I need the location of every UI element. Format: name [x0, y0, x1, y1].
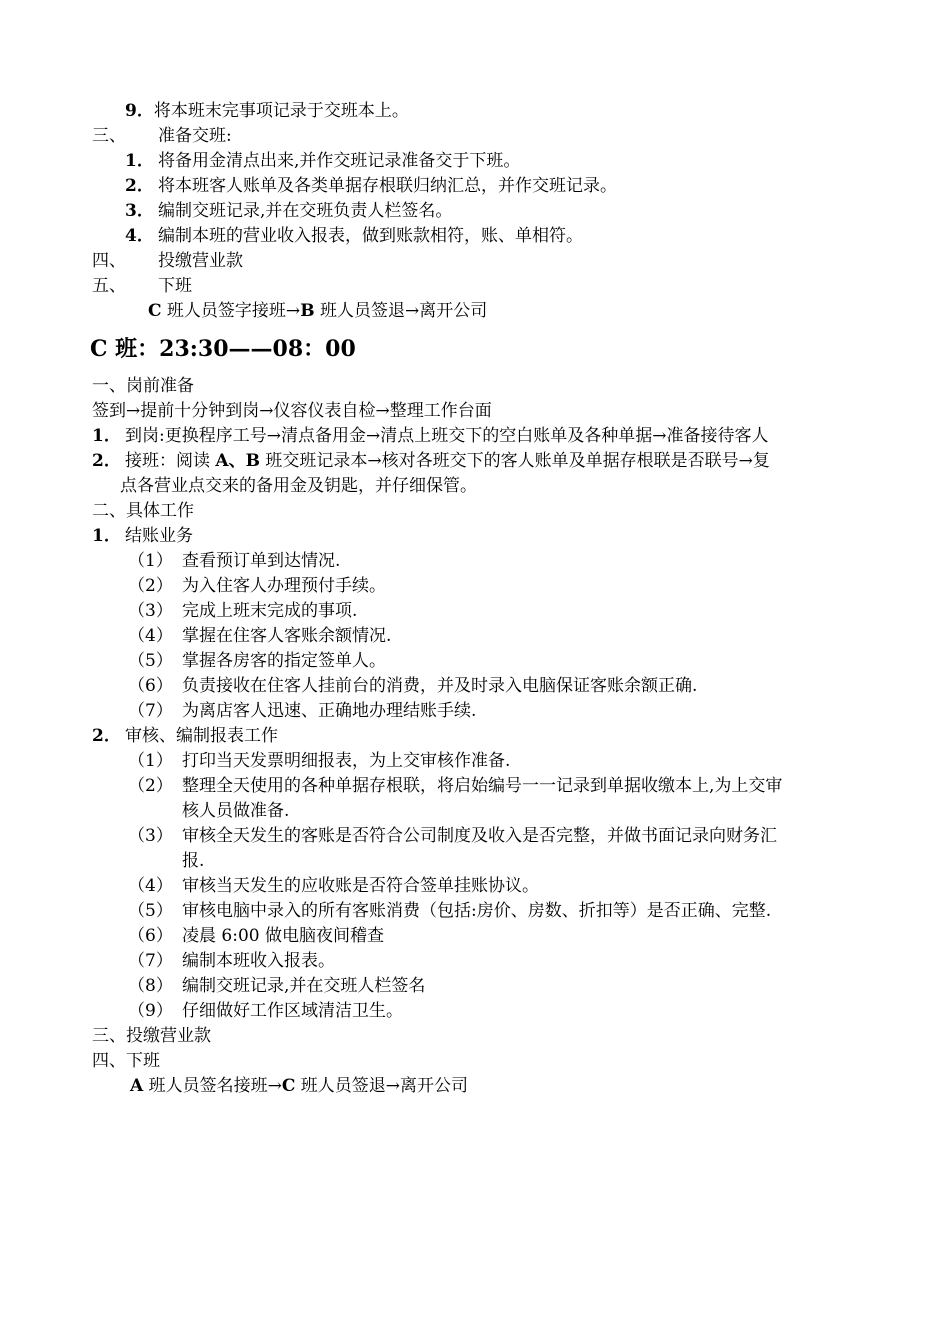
item-text: 审核、编制报表工作	[125, 726, 278, 746]
checkout-item	[128, 674, 697, 699]
item-number: （3）	[128, 601, 173, 621]
item-text: 掌握在住客人客账余额情况.	[182, 626, 392, 646]
prep-item-3	[125, 199, 452, 224]
item-text: 审核电脑中录入的所有客账消费（包括:房价、房数、折扣等）是否正确、完整.	[182, 901, 772, 921]
shift-letter: C	[281, 1076, 296, 1096]
item-text: 编制交班记录,并在交班人栏签名	[182, 976, 426, 996]
item-number: 4．	[125, 226, 154, 246]
item-text: 到岗:更换程序工号→清点备用金→清点上班交下的空白账单及各种单据→准备接待客人	[125, 426, 769, 446]
pre-duty-item-2-cont: 点各营业点交来的备用金及钥匙，并仔细保管。	[120, 476, 477, 496]
item-number: （7）	[128, 951, 173, 971]
handover-flow-b	[148, 299, 487, 324]
item-number: （6）	[128, 926, 173, 946]
shift-letters: A、B	[215, 451, 260, 471]
item-number: 2．	[92, 726, 121, 746]
checkout-item	[128, 574, 386, 599]
shift-letter: B	[300, 301, 315, 321]
checkout-item	[128, 599, 357, 624]
pre-duty-flow: 签到→提前十分钟到岗→仪容仪表自检→整理工作台面	[92, 401, 492, 421]
audit-item	[128, 874, 539, 899]
shift-letter: A	[130, 1076, 144, 1096]
item-text: 编制本班收入报表。	[182, 951, 335, 971]
item-text: 结账业务	[125, 526, 193, 546]
audit-item	[128, 949, 335, 974]
heading-deposit-revenue	[92, 249, 243, 274]
item-number: （5）	[128, 651, 173, 671]
audit-item	[128, 749, 510, 774]
item-text: 为离店客人迅速、正确地办理结账手续.	[182, 701, 477, 721]
item-text: 负责接收在住客人挂前台的消费，并及时录入电脑保证客账余额正确.	[182, 676, 698, 696]
section-specific-work: 二、具体工作	[92, 501, 194, 521]
section-pre-duty: 一、岗前准备	[92, 376, 194, 396]
heading-number: 三、	[92, 126, 126, 146]
heading-text: 投缴营业款	[158, 251, 243, 271]
shift-letter: C	[148, 301, 162, 321]
flow-text: 班人员签名接班→	[143, 1076, 282, 1096]
item-text: 接班：阅读	[125, 451, 216, 471]
item-text: 为入住客人办理预付手续。	[182, 576, 386, 596]
item-number: （1）	[128, 751, 173, 771]
item-text: 整理全天使用的各种单据存根联，将启始编号一一记录到单据收缴本上,为上交审	[182, 776, 783, 796]
heading-text: 下班	[158, 276, 192, 296]
heading-off-duty	[92, 274, 192, 299]
section-deposit-revenue: 三、投缴营业款	[92, 1026, 211, 1046]
item-number: （2）	[128, 776, 173, 796]
item-text: 打印当天发票明细报表，为上交审核作准备.	[182, 751, 511, 771]
item-number: （5）	[128, 901, 173, 921]
audit-item	[128, 924, 384, 949]
item-number: 1．	[125, 151, 154, 171]
shift-c-title: C 班：23:30——08：00	[90, 336, 356, 362]
prep-item-1	[125, 149, 520, 174]
item-number: （6）	[128, 676, 173, 696]
audit-item-cont: 报.	[182, 851, 205, 871]
item-text: 编制交班记录,并在交班负责人栏签名。	[158, 201, 453, 221]
item-number: （4）	[128, 626, 173, 646]
item-number: 1．	[92, 526, 121, 546]
item-text: 查看预订单到达情况.	[182, 551, 341, 571]
item-number: （4）	[128, 876, 173, 896]
item-number: （2）	[128, 576, 173, 596]
item-9	[125, 99, 409, 124]
item-text: 仔细做好工作区域清洁卫生。	[182, 1001, 403, 1021]
item-text: 将备用金清点出来,并作交班记录准备交于下班。	[158, 151, 521, 171]
item-number: 2．	[92, 451, 121, 471]
checkout-item	[128, 549, 340, 574]
flow-text: 班人员签字接班→	[161, 301, 301, 321]
prep-item-4	[125, 224, 583, 249]
section-off-duty: 四、下班	[92, 1051, 160, 1071]
item-text: 审核全天发生的客账是否符合公司制度及收入是否完整，并做书面记录向财务汇	[182, 826, 777, 846]
item-text: 将本班末完事项记录于交班本上。	[153, 101, 409, 121]
item-number: 3．	[125, 201, 154, 221]
audit-item-cont: 核人员做准备.	[182, 801, 290, 821]
checkout-item	[128, 699, 476, 724]
item-text: 完成上班末完成的事项.	[182, 601, 358, 621]
item-text: 编制本班的营业收入报表，做到账款相符，账、单相符。	[158, 226, 583, 246]
item-number: 2．	[125, 176, 154, 196]
audit-item	[128, 824, 777, 849]
audit-item	[128, 999, 403, 1024]
audit-item	[128, 774, 782, 799]
audit-item	[128, 899, 771, 924]
item-number: （8）	[128, 976, 173, 996]
flow-text: 班人员签退→离开公司	[314, 301, 488, 321]
item-number: （7）	[128, 701, 173, 721]
heading-prepare-handover	[92, 124, 232, 149]
checkout-item	[128, 649, 386, 674]
item-text: 将本班客人账单及各类单据存根联归纳汇总，并作交班记录。	[158, 176, 617, 196]
item-text: 审核当天发生的应收账是否符合签单挂账协议。	[182, 876, 539, 896]
prep-item-2	[125, 174, 617, 199]
pre-duty-item-1	[92, 424, 768, 449]
heading-number: 四、	[92, 251, 126, 271]
item-number: （1）	[128, 551, 173, 571]
work-heading-2	[92, 724, 278, 749]
item-text: 掌握各房客的指定签单人。	[182, 651, 386, 671]
pre-duty-item-2	[92, 449, 770, 474]
item-text: 班交班记录本→核对各班交下的客人账单及单据存根联是否联号→复	[259, 451, 770, 471]
handover-flow-c	[130, 1074, 468, 1099]
item-number: （3）	[128, 826, 173, 846]
audit-item	[128, 974, 425, 999]
checkout-item	[128, 624, 391, 649]
work-heading-1	[92, 524, 193, 549]
heading-number: 五、	[92, 276, 126, 296]
item-number: 9．	[125, 101, 154, 121]
item-number: 1．	[92, 426, 121, 446]
item-text: 凌晨 6:00 做电脑夜间稽查	[182, 926, 384, 946]
flow-text: 班人员签退→离开公司	[295, 1076, 469, 1096]
heading-text: 准备交班:	[158, 126, 232, 146]
item-number: （9）	[128, 1001, 173, 1021]
